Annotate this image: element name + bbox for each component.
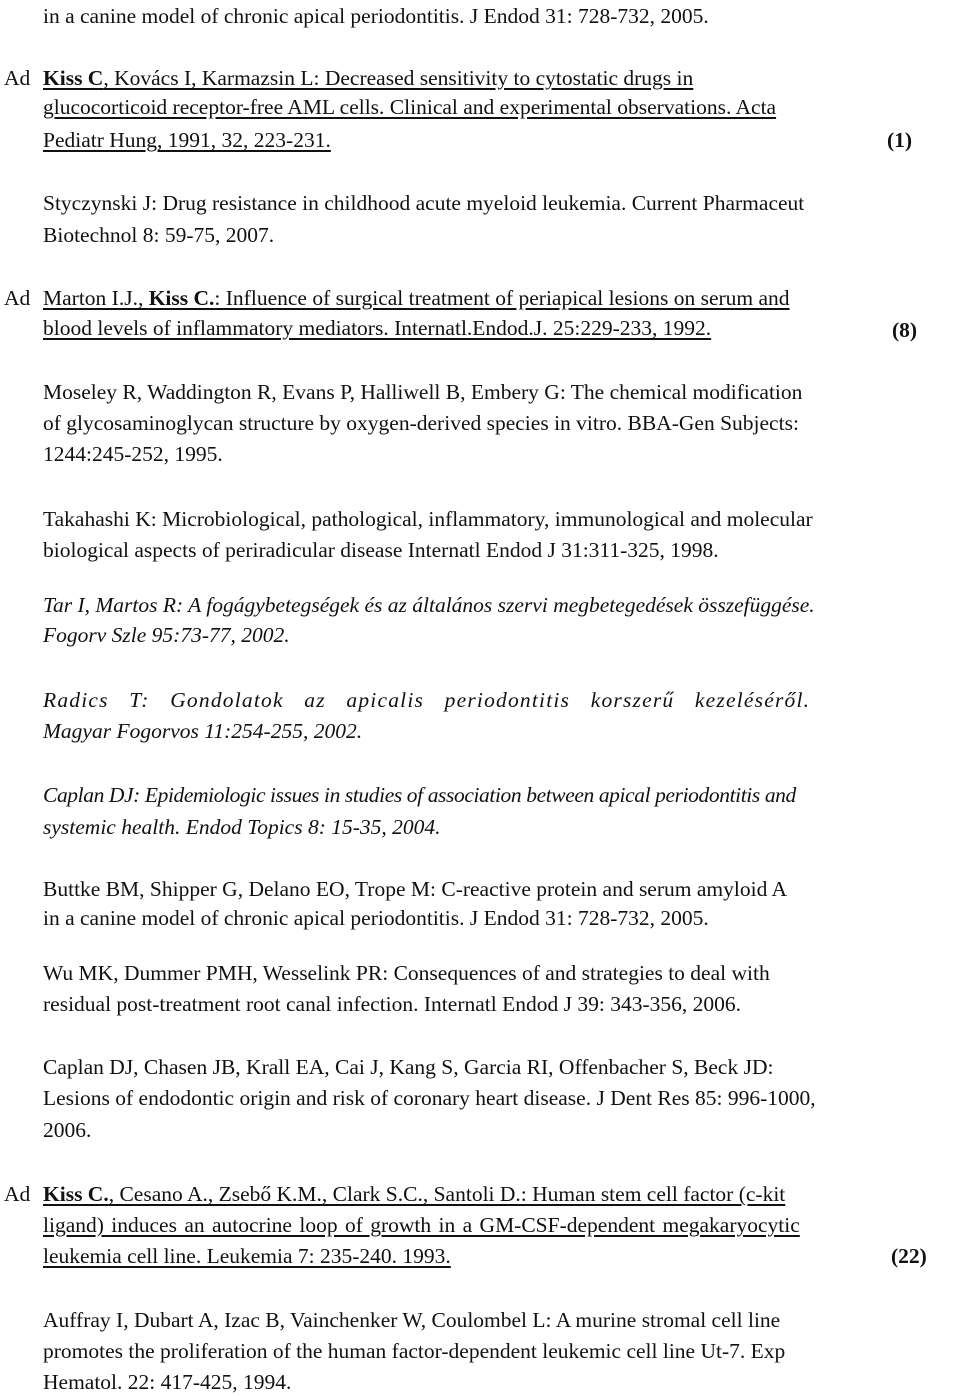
reference-line: Caplan DJ, Chasen JB, Krall EA, Cai J, Kang S, Garcia RI, Offenbacher S, Beck JD:: [43, 1055, 774, 1079]
citation-count: (8): [892, 318, 918, 342]
reference-line: Takahashi K: Microbiological, pathological, inflammatory, immunological and molecular: [43, 507, 813, 531]
ad-prefix: Ad: [4, 1182, 31, 1206]
reference-line: promotes the proliferation of the human factor-dependent leukemic cell line Ut-7. Exp: [43, 1339, 786, 1363]
reference-line: 2006.: [43, 1118, 92, 1142]
reference-line: Wu MK, Dummer PMH, Wesselink PR: Consequences of and strategies to deal with: [43, 961, 770, 985]
reference-line: Radics T: Gondolatok az apicalis periodontitis korszerű kezeléséről.: [43, 688, 811, 712]
reference-line: in a canine model of chronic apical periodontitis. J Endod 31: 728-732, 2005.: [43, 4, 709, 28]
reference-line: Marton I.J., Kiss C.: Influence of surgical treatment of periapical lesions on serum and: [43, 286, 790, 310]
reference-line: Moseley R, Waddington R, Evans P, Halliwell B, Embery G: The chemical modification: [43, 380, 803, 404]
reference-line: systemic health. Endod Topics 8: 15-35, 2004.: [43, 815, 441, 839]
reference-line: Buttke BM, Shipper G, Delano EO, Trope M: C-reactive protein and serum amyloid A: [43, 877, 788, 901]
reference-line: Fogorv Szle 95:73-77, 2002.: [43, 623, 290, 647]
reference-line: residual post-treatment root canal infection. Internatl Endod J 39: 343-356, 2006.: [43, 992, 741, 1016]
reference-line: Hematol. 22: 417-425, 1994.: [43, 1370, 292, 1394]
reference-line: blood levels of inflammatory mediators. Internatl.Endod.J. 25:229-233, 1992.: [43, 316, 712, 340]
reference-line: leukemia cell line. Leukemia 7: 235-240. 1993.: [43, 1244, 451, 1268]
reference-line: Tar I, Martos R: A fogágybetegségek és az általános szervi megbetegedések összefüggése.: [43, 593, 815, 617]
citation-count: (1): [887, 128, 913, 152]
reference-line: Caplan DJ: Epidemiologic issues in studies of association between apical periodontitis and: [43, 783, 796, 807]
reference-line: biological aspects of periradicular disease Internatl Endod J 31:311-325, 1998.: [43, 538, 719, 562]
reference-line: Kiss C, Kovács I, Karmazsin L: Decreased sensitivity to cytostatic drugs in: [43, 66, 694, 90]
reference-line: Auffray I, Dubart A, Izac B, Vainchenker W, Coulombel L: A murine stromal cell line: [43, 1308, 781, 1332]
reference-line: 1244:245-252, 1995.: [43, 442, 223, 466]
ad-prefix: Ad: [4, 286, 31, 310]
reference-line: Biotechnol 8: 59-75, 2007.: [43, 223, 275, 247]
reference-line: of glycosaminoglycan structure by oxygen-derived species in vitro. BBA-Gen Subjects:: [43, 411, 799, 435]
ad-prefix: Ad: [4, 66, 31, 90]
bold-author: Kiss C: [43, 66, 104, 90]
reference-line: Styczynski J: Drug resistance in childhood acute myeloid leukemia. Current Pharmaceut: [43, 191, 805, 215]
reference-line: Magyar Fogorvos 11:254-255, 2002.: [43, 719, 363, 743]
reference-line: in a canine model of chronic apical periodontitis. J Endod 31: 728-732, 2005.: [43, 906, 709, 930]
reference-line: Kiss C., Cesano A., Zsebő K.M., Clark S.C., Santoli D.: Human stem cell factor (c-kit: [43, 1182, 786, 1206]
reference-line: Lesions of endodontic origin and risk of coronary heart disease. J Dent Res 85: 996-1000,: [43, 1086, 816, 1110]
reference-line: glucocorticoid receptor-free AML cells. Clinical and experimental observations. Acta: [43, 95, 777, 119]
reference-line: Pediatr Hung, 1991, 32, 223-231.: [43, 128, 331, 152]
citation-count: (22): [891, 1244, 927, 1268]
reference-line: ligand) induces an autocrine loop of growth in a GM-CSF-dependent megakaryocytic: [43, 1213, 800, 1237]
